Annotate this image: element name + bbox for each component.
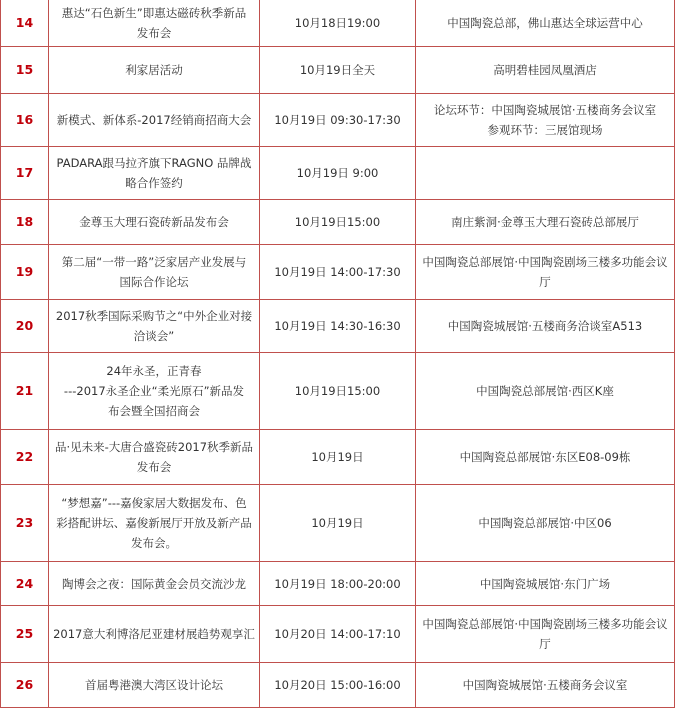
event-location-line: 中国陶瓷城展馆·五楼商务会议室 (462, 678, 628, 692)
event-number: 18 (1, 200, 49, 245)
event-time (260, 147, 416, 200)
event-location (416, 353, 675, 430)
event-location-line: 高明碧桂园凤凰酒店 (493, 63, 597, 77)
event-time (260, 663, 416, 708)
table-row (1, 0, 675, 47)
event-time (260, 47, 416, 94)
table-row (1, 663, 675, 708)
event-name-line: 布会暨全国招商会 (108, 404, 200, 418)
event-time (260, 562, 416, 606)
table-row (1, 562, 675, 606)
event-name-line: 2017秋季国际采购节之“中外企业对接 (55, 309, 253, 323)
event-number: 22 (1, 430, 49, 485)
event-time-line: 10月19日 09:30-17:30 (274, 113, 401, 127)
table-row (1, 485, 675, 562)
event-location (416, 300, 675, 353)
event-name (49, 663, 260, 708)
event-location-line: 中国陶瓷总部，佛山惠达全球运营中心 (447, 15, 643, 30)
event-time-line: 10月19日 (311, 450, 364, 464)
event-name-line: 发布会 (136, 460, 172, 474)
event-name-line: 国际合作论坛 (119, 275, 189, 289)
event-name-line: 利家居活动 (125, 63, 183, 77)
event-time (260, 353, 416, 430)
event-time-line: 10月19日 9:00 (296, 166, 379, 180)
event-number: 24 (1, 562, 49, 606)
event-location-line: 厅 (539, 275, 551, 289)
event-time (260, 606, 416, 663)
event-name-line: 新模式、新体系-2017经销商招商大会 (56, 113, 252, 127)
event-number: 20 (1, 300, 49, 353)
table-row (1, 430, 675, 485)
event-number: 26 (1, 663, 49, 708)
event-number: 17 (1, 147, 49, 200)
event-time-line: 10月18日19:00 (294, 15, 381, 30)
event-name-line: 发布会。 (131, 536, 177, 550)
event-time-line: 10月20日 14:00-17:10 (274, 627, 401, 641)
event-time (260, 300, 416, 353)
event-name-line: “梦想嘉”---嘉俊家居大数据发布、色 (61, 496, 247, 510)
event-location (416, 430, 675, 485)
event-location-line: 参观环节：三展馆现场 (487, 123, 603, 137)
event-name-line: 24年永圣，正青春 (106, 364, 202, 378)
event-number: 25 (1, 606, 49, 663)
event-name-line: 首届粤港澳大湾区设计论坛 (85, 678, 223, 692)
table-row (1, 245, 675, 300)
event-name (49, 300, 260, 353)
event-location-line: 中国陶瓷城展馆·五楼商务洽谈室A513 (447, 319, 643, 333)
event-time (260, 200, 416, 245)
event-time-line: 10月19日 14:00-17:30 (274, 265, 401, 279)
event-time-line: 10月19日 14:30-16:30 (274, 319, 401, 333)
event-name-line: 第二届“一带一路”泛家居产业发展与 (61, 255, 247, 269)
event-number: 19 (1, 245, 49, 300)
event-location (416, 47, 675, 94)
event-time-line: 10月19日15:00 (294, 384, 381, 398)
event-location-line: 论坛环节：中国陶瓷城展馆·五楼商务会议室 (433, 103, 657, 117)
event-number: 16 (1, 94, 49, 147)
event-time (260, 430, 416, 485)
event-name-line: 品·见未来-大唐合盛瓷砖2017秋季新品 (54, 440, 254, 454)
event-time (260, 245, 416, 300)
event-name (49, 353, 260, 430)
event-name (49, 147, 260, 200)
event-time-line: 10月19日15:00 (294, 215, 381, 229)
event-name (49, 430, 260, 485)
event-name-line: 彩搭配讲坛、嘉俊新展厅开放及新产品 (56, 516, 252, 530)
event-name (49, 47, 260, 94)
event-name (49, 485, 260, 562)
event-time (260, 94, 416, 147)
event-location-line: 中国陶瓷城展馆·东门广场 (479, 576, 611, 591)
event-name-line: 陶博会之夜：国际黄金会员交流沙龙 (62, 576, 246, 591)
event-location (416, 0, 675, 47)
event-name-line: 略合作签约 (125, 176, 183, 190)
event-name-line: PADARA跟马拉齐旗下RAGNO 品牌战 (56, 156, 252, 170)
event-location (416, 147, 675, 200)
event-time-line: 10月19日 (311, 516, 364, 530)
event-location-line: 厅 (539, 637, 551, 651)
event-name-line: 金尊玉大理石瓷砖新品发布会 (79, 215, 229, 229)
event-time-line: 10月19日全天 (299, 63, 376, 77)
event-location-line: 中国陶瓷总部展馆·西区K座 (476, 384, 614, 398)
table-row (1, 47, 675, 94)
event-name (49, 562, 260, 606)
event-location (416, 485, 675, 562)
table-row (1, 300, 675, 353)
events-table-body (1, 0, 675, 708)
event-location-line: 中国陶瓷总部展馆·中国陶瓷剧场三楼多功能会议 (422, 255, 668, 269)
event-number: 21 (1, 353, 49, 430)
table-row (1, 200, 675, 245)
table-row (1, 94, 675, 147)
event-name (49, 200, 260, 245)
event-name (49, 606, 260, 663)
event-name-line: 发布会 (136, 25, 172, 40)
event-time (260, 485, 416, 562)
event-location-line: 中国陶瓷总部展馆·东区E08-09栋 (459, 450, 631, 464)
event-name (49, 0, 260, 47)
event-number: 15 (1, 47, 49, 94)
event-location (416, 94, 675, 147)
event-name-line: 洽谈会” (133, 329, 175, 343)
event-location (416, 200, 675, 245)
event-time (260, 0, 416, 47)
table-row (1, 606, 675, 663)
event-name (49, 245, 260, 300)
event-location-line: 中国陶瓷总部展馆·中区06 (478, 516, 612, 530)
event-time-line: 10月19日 18:00-20:00 (274, 576, 401, 591)
event-location-line: 中国陶瓷总部展馆·中国陶瓷剧场三楼多功能会议 (422, 617, 668, 631)
event-location (416, 562, 675, 606)
table-row (1, 353, 675, 430)
event-location-line: 南庄紫洞·金尊玉大理石瓷砖总部展厅 (451, 215, 639, 229)
event-name-line: ---2017永圣企业“柔光原石”新品发 (63, 384, 245, 398)
event-time-line: 10月20日 15:00-16:00 (274, 678, 401, 692)
event-location (416, 606, 675, 663)
event-name-line: 2017意大利博洛尼亚建材展趋势观享汇 (53, 627, 255, 641)
event-number: 14 (1, 0, 49, 47)
table-row (1, 147, 675, 200)
event-number: 23 (1, 485, 49, 562)
event-location (416, 663, 675, 708)
event-name (49, 94, 260, 147)
event-location (416, 245, 675, 300)
event-name-line: 惠达“石色新生”即惠达磁砖秋季新品 (61, 5, 247, 20)
